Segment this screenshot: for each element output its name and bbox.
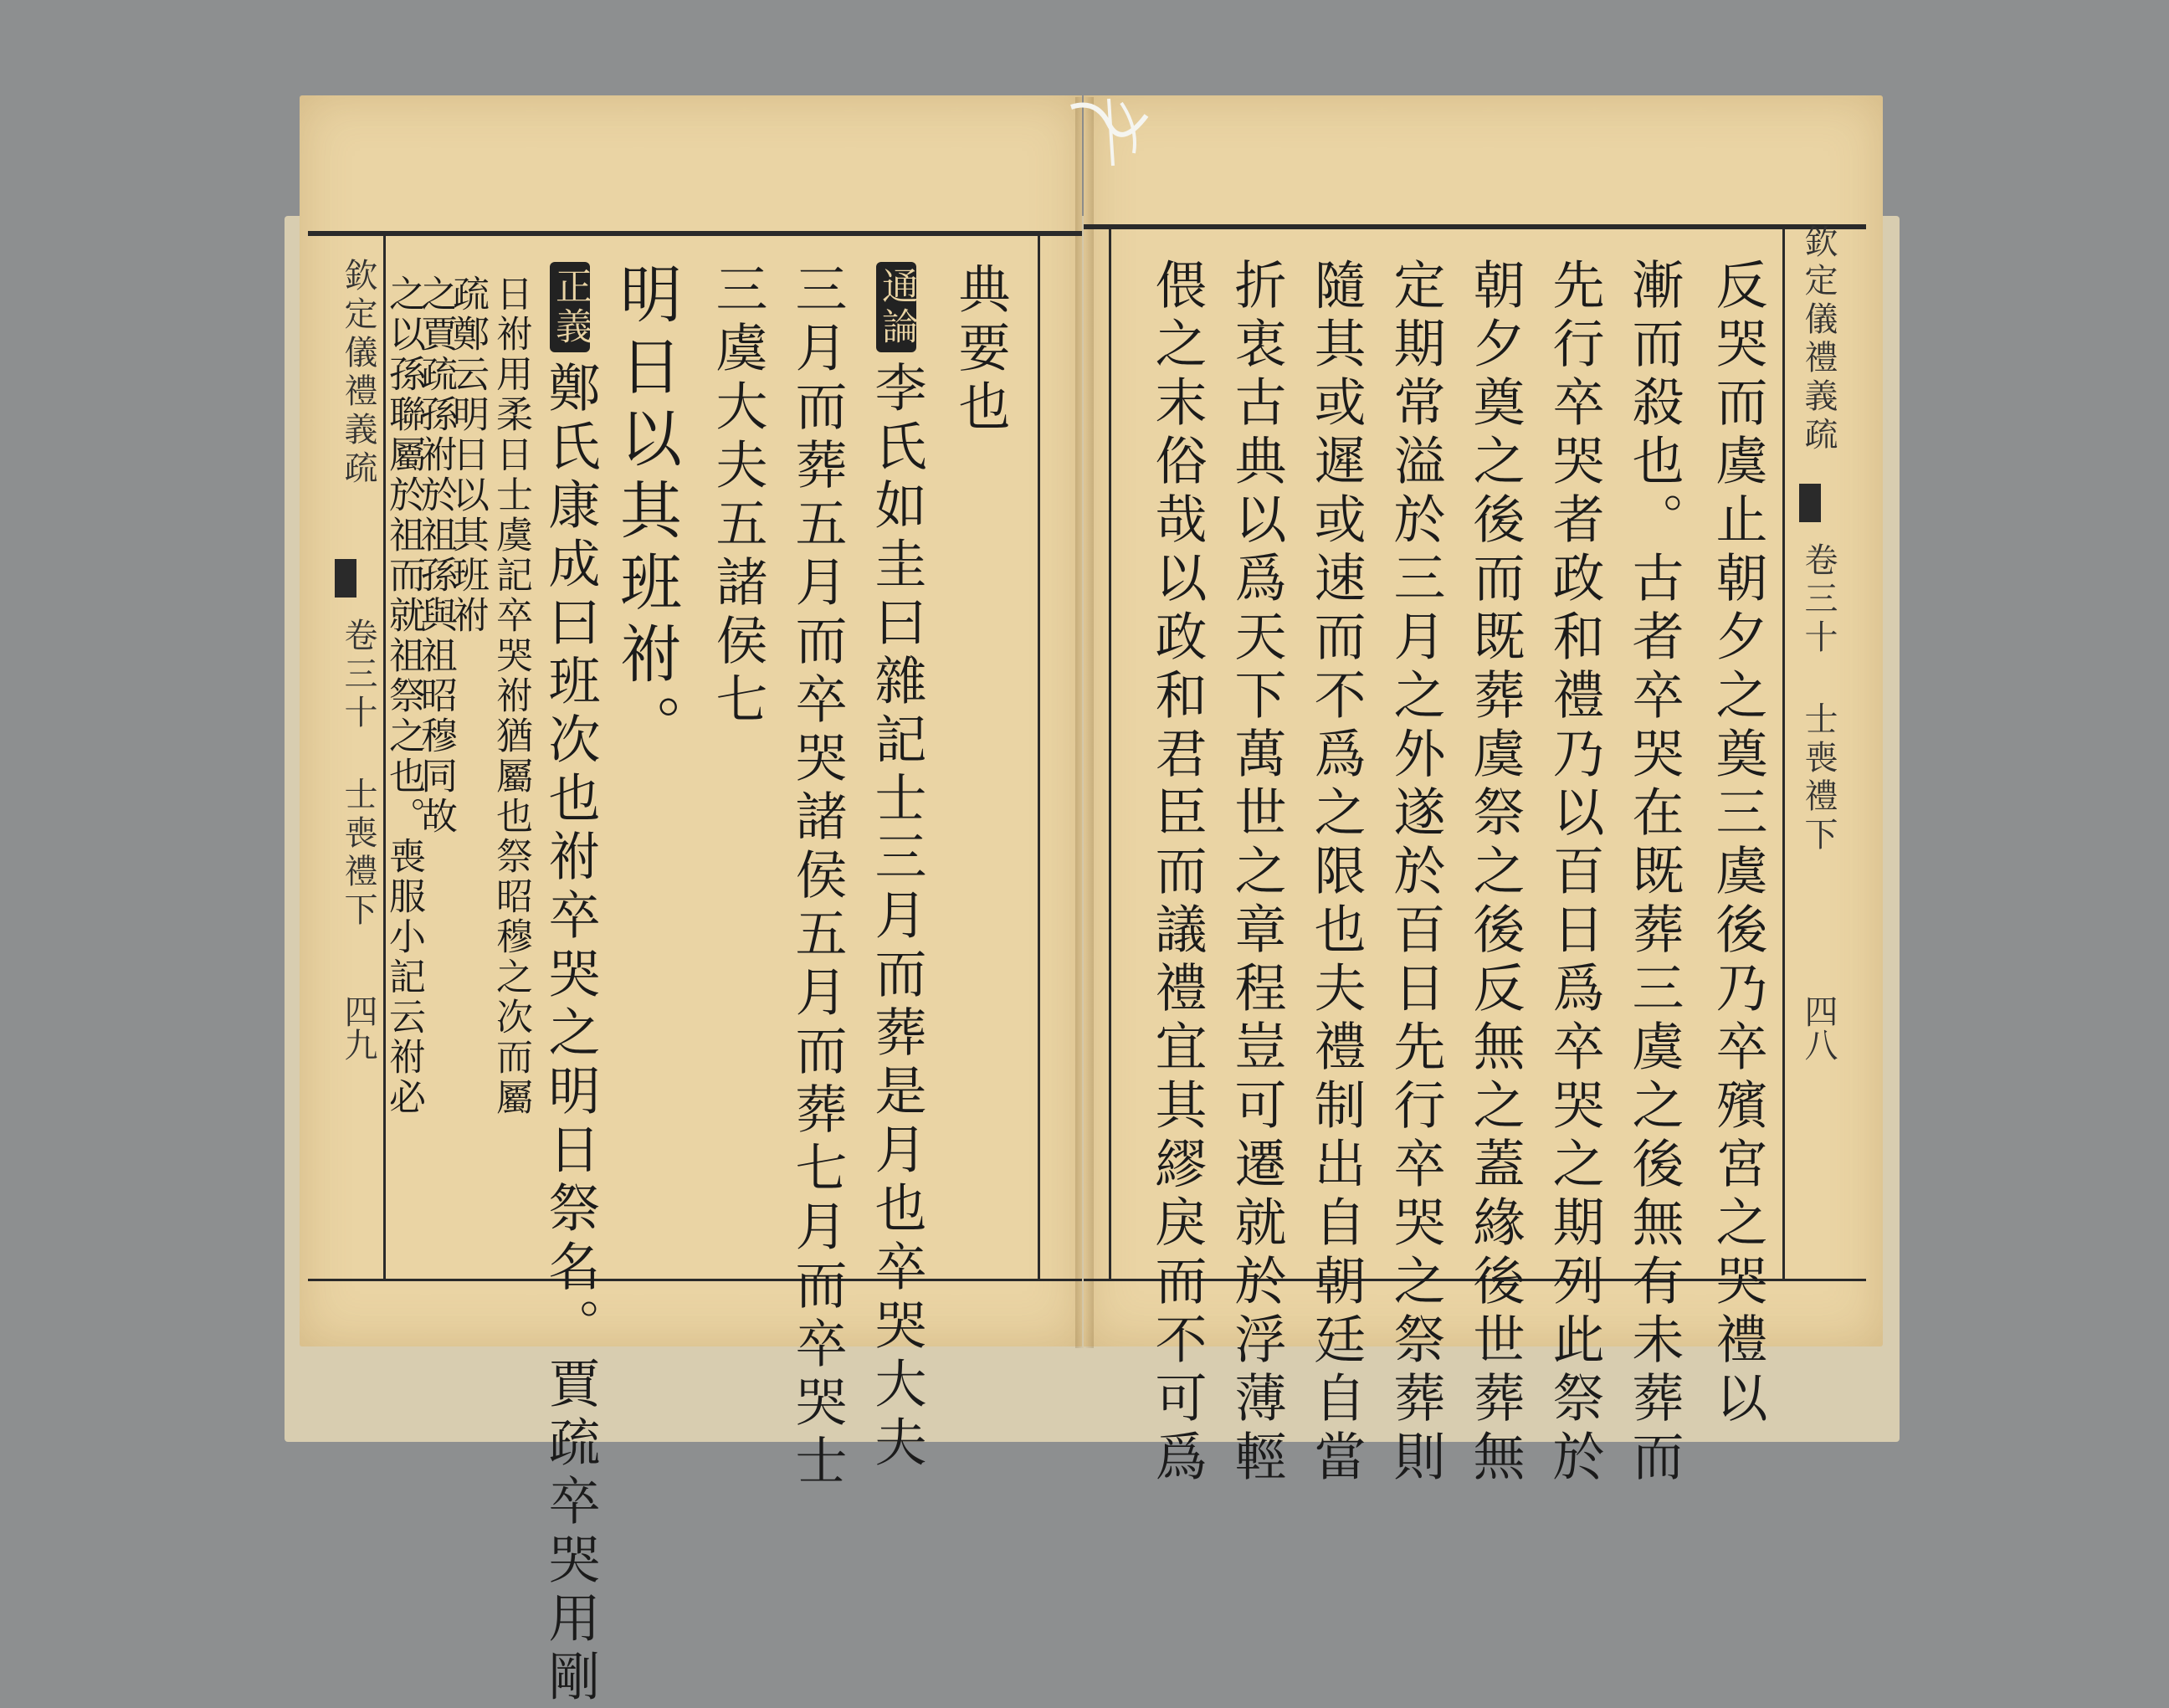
binding-thread-icon: [1063, 90, 1163, 170]
left-col-9: 之賈疏孫祔於祖孫與祖昭穆同故: [414, 274, 457, 837]
book-gutter: [1075, 97, 1094, 1348]
section-marker-tonglun: 通論: [876, 262, 916, 352]
left-col-2: 通論李氏如圭曰雜記士三月而葬是月也卒哭大夫: [870, 262, 922, 1474]
right-edge-title: 欽定儀禮義疏: [1799, 224, 1838, 455]
right-edge-chapter: 士喪禮下: [1799, 701, 1838, 855]
right-folio: 四八: [1799, 994, 1838, 1061]
left-edge-volume: 卷三十: [339, 618, 377, 733]
right-edge-divider: [1782, 228, 1785, 1279]
left-col-3: 三月而葬五月而卒哭諸侯五月而葬七月而卒哭士: [787, 262, 848, 1492]
right-col-8: 偎之末俗哉以政和君臣而議禮宜其繆戾而不可爲: [1146, 258, 1208, 1488]
left-col-4: 三虞大夫五諸侯七: [707, 262, 768, 731]
left-col-10: 之以孫聯屬於祖而就祖祭之也。喪服小記云祔必: [382, 274, 425, 1118]
right-col-6: 隨其或遲或速而不爲之限也夫禮制出自朝廷自當: [1305, 258, 1367, 1488]
left-top-border: [308, 231, 1082, 236]
left-col-6: 正義鄭氏康成曰班次也祔卒哭之明日祭名。賈疏卒哭用剛: [544, 262, 596, 1708]
right-col-7: 折衷古典以爲天下萬世之章程豈可遷就於浮薄輕: [1226, 258, 1287, 1488]
section-marker-zhengyi: 正義: [550, 262, 590, 352]
left-outer-border: [1038, 234, 1040, 1279]
left-col-1: 典要也: [950, 262, 1011, 438]
open-book: [285, 90, 1900, 1708]
left-col-main-text: 明日以其班祔。: [610, 262, 682, 766]
right-col-4: 朝夕奠之後而既葬虞祭之後反無之蓋緣後世葬無: [1464, 258, 1525, 1488]
right-outer-border: [1109, 228, 1111, 1279]
left-col-8: 疏鄭云明日以其班祔: [446, 274, 489, 636]
fish-tail-mark-icon: [1799, 484, 1821, 522]
right-col-1: 反哭而虞止朝夕之奠三虞後乃卒殯宮之哭禮以: [1707, 258, 1768, 1429]
left-folio: 四九: [339, 994, 377, 1061]
right-col-3: 先行卒哭者政和禮乃以百日爲卒哭之期列此祭於: [1544, 258, 1605, 1488]
right-edge-volume: 卷三十: [1799, 542, 1838, 658]
right-col-2: 漸而殺也。古者卒哭在既葬三虞之後無有未葬而: [1623, 258, 1684, 1488]
right-top-border: [1084, 224, 1866, 229]
right-col-5: 定期常溢於三月之外遂於百日先行卒哭之祭葬則: [1385, 258, 1446, 1488]
left-col-7: 日祔用柔日士虞記卒哭祔猶屬也祭昭穆之次而屬: [490, 274, 532, 1118]
left-edge-title: 欽定儀禮義疏: [339, 258, 377, 489]
fish-tail-mark-icon: [335, 559, 356, 598]
left-edge-chapter: 士喪禮下: [339, 777, 377, 931]
left-bottom-border: [308, 1279, 1082, 1281]
